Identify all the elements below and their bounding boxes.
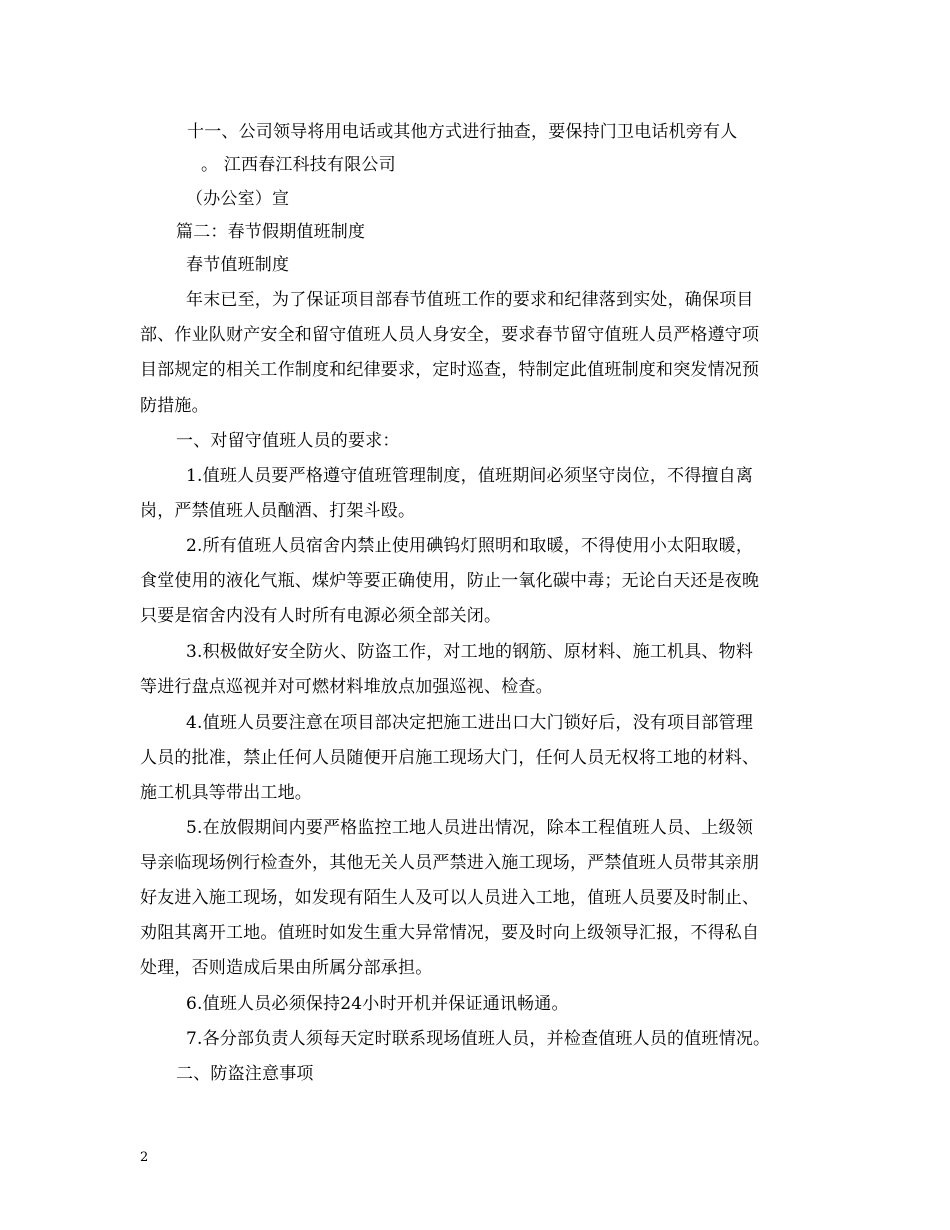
page-number: 2 bbox=[140, 1150, 149, 1165]
list-item: 处理，否则造成后果由所属分部承担。 bbox=[140, 958, 433, 978]
list-item: 4.值班人员要注意在项目部决定把施工进出口大门锁好后，没有项目部管理 bbox=[186, 713, 754, 733]
paragraph-line: 部、作业队财产安全和留守值班人员人身安全，要求春节留守值班人员严格遵守项 bbox=[140, 325, 760, 345]
list-item: 食堂使用的液化气瓶、煤炉等要正确使用，防止一氧化碳中毒；无论白天还是夜晚 bbox=[140, 571, 760, 591]
paragraph-line: （办公室）宣 bbox=[186, 189, 290, 209]
list-item: 导亲临现场例行检查外，其他无关人员严禁进入施工现场，严禁值班人员带其亲朋 bbox=[140, 853, 760, 873]
list-item: 岗，严禁值班人员酗酒、打架斗殴。 bbox=[140, 501, 416, 521]
list-item: 人员的批准，禁止任何人员随便开启施工现场大门，任何人员无权将工地的材料、 bbox=[140, 748, 760, 768]
list-item: 3.积极做好安全防火、防盗工作，对工地的钢筋、原材料、施工机具、物料 bbox=[186, 642, 754, 662]
list-item: 6.值班人员必须保持24小时开机并保证通讯畅通。 bbox=[186, 994, 569, 1014]
list-item: 好友进入施工现场，如发现有陌生人及可以人员进入工地，值班人员要及时制止、 bbox=[140, 888, 760, 908]
paragraph-line: 年末已至，为了保证项目部春节值班工作的要求和纪律落到实处，确保项目 bbox=[186, 290, 754, 310]
list-heading: 一、对留守值班人员的要求： bbox=[176, 431, 400, 451]
list-item: 只要是宿舍内没有人时所有电源必须全部关闭。 bbox=[140, 606, 502, 626]
list-item: 5.在放假期间内要严格监控工地人员进出情况，除本工程值班人员、上级领 bbox=[186, 818, 754, 838]
paragraph-line: 十一、公司领导将用电话或其他方式进行抽查，要保持门卫电话机旁有人 bbox=[187, 122, 738, 142]
list-item: 等进行盘点巡视并对可燃材料堆放点加强巡视、检查。 bbox=[140, 677, 553, 697]
list-item: 1.值班人员要严格遵守值班管理制度，值班期间必须坚守岗位，不得擅自离 bbox=[186, 466, 754, 486]
list-item: 施工机具等带出工地。 bbox=[140, 783, 312, 803]
list-item: 劝阻其离开工地。值班时如发生重大异常情况，要及时向上级领导汇报，不得私自 bbox=[140, 923, 760, 943]
list-heading: 二、防盗注意事项 bbox=[176, 1064, 314, 1084]
paragraph-line: 防措施。 bbox=[140, 396, 209, 416]
list-item: 2.所有值班人员宿舍内禁止使用碘钨灯照明和取暖，不得使用小太阳取暖， bbox=[186, 536, 754, 556]
paragraph-line: 。 江西春江科技有限公司 bbox=[201, 155, 396, 175]
section-subheading: 春节值班制度 bbox=[186, 255, 290, 275]
section-heading: 篇二：春节假期值班制度 bbox=[176, 222, 366, 242]
list-item: 7.各分部负责人须每天定时联系现场值班人员，并检查值班人员的值班情况。 bbox=[186, 1029, 771, 1049]
paragraph-line: 目部规定的相关工作制度和纪律要求，定时巡查，特制定此值班制度和突发情况预 bbox=[140, 360, 760, 380]
